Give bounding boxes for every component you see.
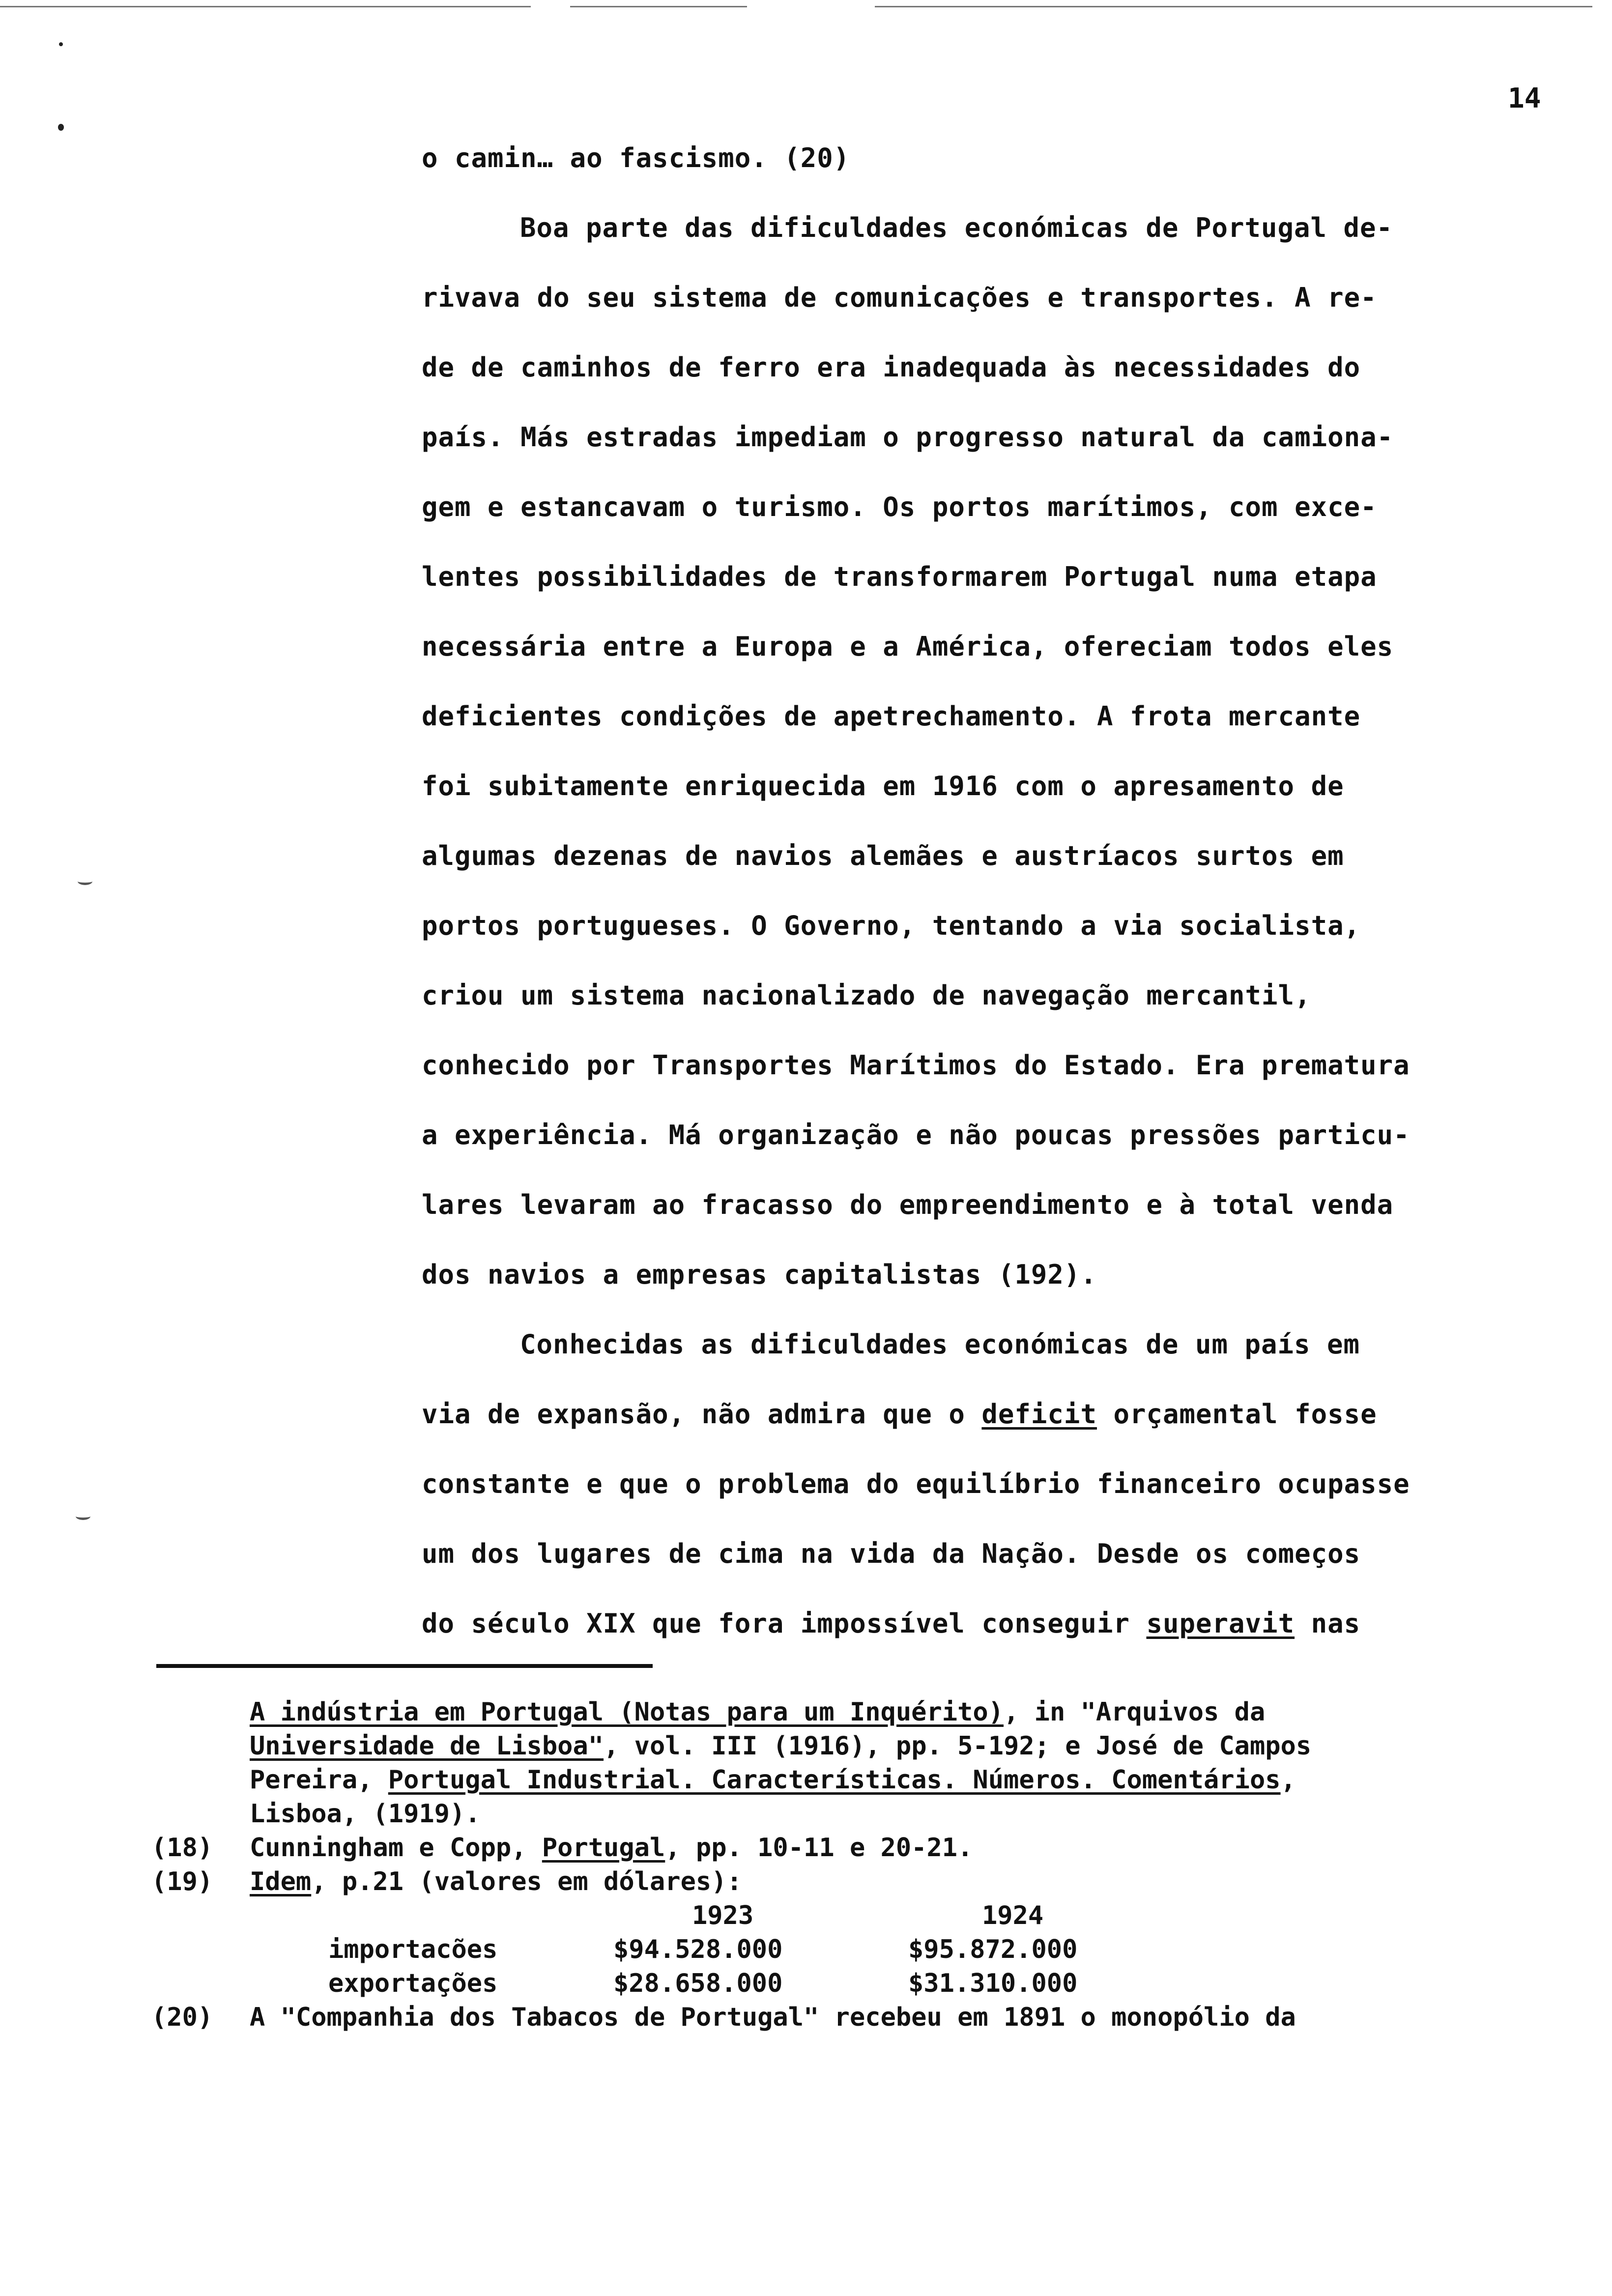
footnote-18: (18) Cunningham e Copp, Portugal, pp. 10-11 e 20-21. — [151, 1831, 1601, 1865]
footnotes — [151, 1695, 1601, 2035]
value-cell: $95.872.000 — [908, 1935, 1078, 1964]
punch-mark — [76, 1513, 90, 1520]
value-cell: $28.658.000 — [613, 1969, 783, 1998]
punch-mark — [78, 878, 92, 885]
citation-title: Universidade de Lisboa" — [250, 1731, 604, 1761]
row-label: importacões — [328, 1935, 498, 1964]
row-label: exportações — [328, 1969, 498, 1998]
text-line: Conhecidas as dificuldades económicas de um país em — [520, 1329, 1360, 1360]
text-line: criou um sistema nacionalizado de navegação mercantil, — [422, 980, 1311, 1011]
value-cell: $94.528.000 — [613, 1935, 783, 1964]
scan-edge-line — [570, 6, 747, 7]
footnote-line: Pereira, Portugal Industrial. Características. Números. Comentários, — [250, 1765, 1296, 1795]
text-line: conhecido por Transportes Marítimos do Estado. Era prematura — [422, 1050, 1410, 1081]
scan-edge-line — [875, 6, 1592, 7]
table-row — [151, 1933, 1601, 1967]
text-line: via de expansão, não admira que o deficit orçamental fosse — [422, 1399, 1377, 1430]
footnote-19: (19) Idem, p.21 (valores em dólares): — [151, 1865, 1601, 1899]
text-line: o camin… ao fascismo. (20) — [422, 143, 850, 173]
citation-title: Portugal — [542, 1833, 665, 1863]
value-cell: $31.310.000 — [908, 1969, 1078, 1998]
emphasis-term: deficit — [981, 1399, 1097, 1430]
text-line: necessária entre a Europa e a América, ofereciam todos eles — [422, 631, 1394, 662]
year-header: 1924 — [982, 1901, 1044, 1930]
text-line: lares levaram ao fracasso do empreendimento e à total venda — [422, 1189, 1394, 1220]
footnote-line: A indústria em Portugal (Notas para um Inquérito), in "Arquivos da — [250, 1697, 1266, 1727]
footnote-20: (20) A "Companhia dos Tabacos de Portugal" recebeu em 1891 o monopólio da — [151, 2001, 1601, 2035]
text-line: país. Más estradas impediam o progresso natural da camiona- — [422, 422, 1394, 453]
text-line: de de caminhos de ferro era inadequada às necessidades do — [422, 352, 1361, 383]
citation-title: Portugal Industrial. Características. Números. Comentários — [388, 1765, 1281, 1795]
footnote-label: (19) — [151, 1867, 213, 1896]
year-header: 1923 — [692, 1901, 754, 1930]
page-number: 14 — [1508, 83, 1541, 115]
text-line: foi subitamente enriquecida em 1916 com o apresamento de — [422, 771, 1344, 802]
text-line: Boa parte das dificuldades económicas de Portugal de- — [520, 212, 1393, 243]
footnote-line: Universidade de Lisboa", vol. III (1916), pp. 5-192; e José de Campos — [250, 1731, 1312, 1761]
text-line: portos portugueses. O Governo, tentando a via socialista, — [422, 910, 1361, 941]
table-row — [151, 1967, 1601, 2001]
scan-edge-line — [0, 6, 531, 7]
text-line: a experiência. Má organização e não poucas pressões particu- — [422, 1119, 1410, 1150]
text-line: algumas dezenas de navios alemães e austríacos surtos em — [422, 840, 1344, 871]
text-line: rivava do seu sistema de comunicações e transportes. A re- — [422, 282, 1377, 313]
emphasis-term: superavit — [1146, 1608, 1295, 1639]
citation-title: Idem — [250, 1867, 312, 1896]
text-line: dos navios a empresas capitalistas (192). — [422, 1259, 1097, 1290]
footnote-separator — [156, 1664, 653, 1668]
text-line: do século XIX que fora impossível conseguir superavit nas — [422, 1608, 1361, 1639]
footnote-line: Lisboa, (1919). — [250, 1799, 481, 1829]
scan-speck — [59, 42, 63, 46]
body-text — [422, 134, 1591, 1669]
text-line: constante e que o problema do equilíbrio financeiro ocupasse — [422, 1468, 1410, 1499]
table-header-row — [151, 1899, 1601, 1933]
footnote-label: (20) — [151, 2003, 213, 2032]
text-line: gem e estancavam o turismo. Os portos marítimos, com exce- — [422, 491, 1377, 522]
citation-title: A indústria em Portugal (Notas para um Inquérito) — [250, 1697, 1004, 1727]
text-line: um dos lugares de cima na vida da Nação. Desde os começos — [422, 1538, 1361, 1569]
footnote-label: (18) — [151, 1833, 213, 1863]
scan-speck — [58, 124, 64, 131]
text-line: lentes possibilidades de transformarem Portugal numa etapa — [422, 561, 1377, 592]
text-line: deficientes condições de apetrechamento. A frota mercante — [422, 701, 1361, 732]
